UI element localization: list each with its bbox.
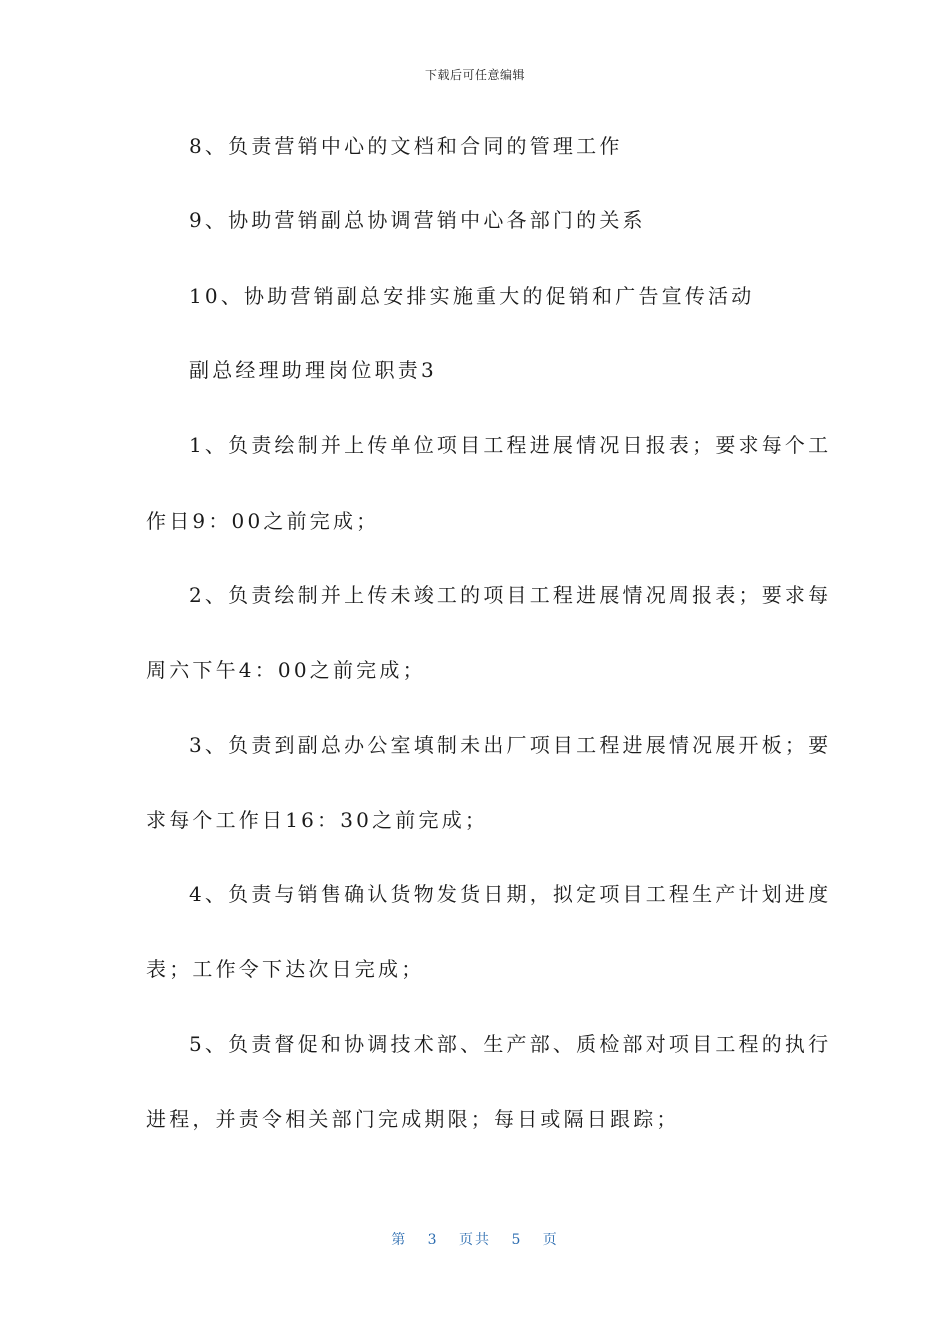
paragraph-item-5-line-2: 进程，并责令相关部门完成期限；每日或隔日跟踪； bbox=[146, 1107, 680, 1131]
section-heading: 副总经理助理岗位职责3 bbox=[189, 358, 437, 382]
page-number-footer: 第 3 页共 5 页 bbox=[391, 1232, 559, 1248]
paragraph-item-2-line-2: 周六下午4：00之前完成； bbox=[146, 658, 426, 682]
paragraph-item-1-line-2: 作日9：00之前完成； bbox=[146, 509, 380, 533]
paragraph-item-3-line-1: 3、负责到副总办公室填制未出厂项目工程进展情况展开板；要 bbox=[189, 733, 832, 757]
paragraph-item-3-line-2: 求每个工作日16：30之前完成； bbox=[146, 808, 489, 832]
paragraph-item-4-line-1: 4、负责与销售确认货物发货日期，拟定项目工程生产计划进度 bbox=[189, 882, 832, 906]
paragraph-item-5-line-1: 5、负责督促和协调技术部、生产部、质检部对项目工程的执行 bbox=[189, 1032, 832, 1056]
paragraph-item-4-line-2: 表；工作令下达次日完成； bbox=[146, 957, 425, 981]
paragraph-item-9: 9、协助营销副总协调营销中心各部门的关系 bbox=[189, 208, 646, 232]
header-note: 下载后可任意编辑 bbox=[424, 68, 525, 82]
paragraph-item-10: 10、协助营销副总安排实施重大的促销和广告宣传活动 bbox=[189, 284, 755, 308]
paragraph-item-2-line-1: 2、负责绘制并上传未竣工的项目工程进展情况周报表；要求每 bbox=[189, 583, 832, 607]
paragraph-item-1-line-1: 1、负责绘制并上传单位项目工程进展情况日报表；要求每个工 bbox=[189, 433, 832, 457]
paragraph-item-8: 8、负责营销中心的文档和合同的管理工作 bbox=[189, 134, 623, 158]
